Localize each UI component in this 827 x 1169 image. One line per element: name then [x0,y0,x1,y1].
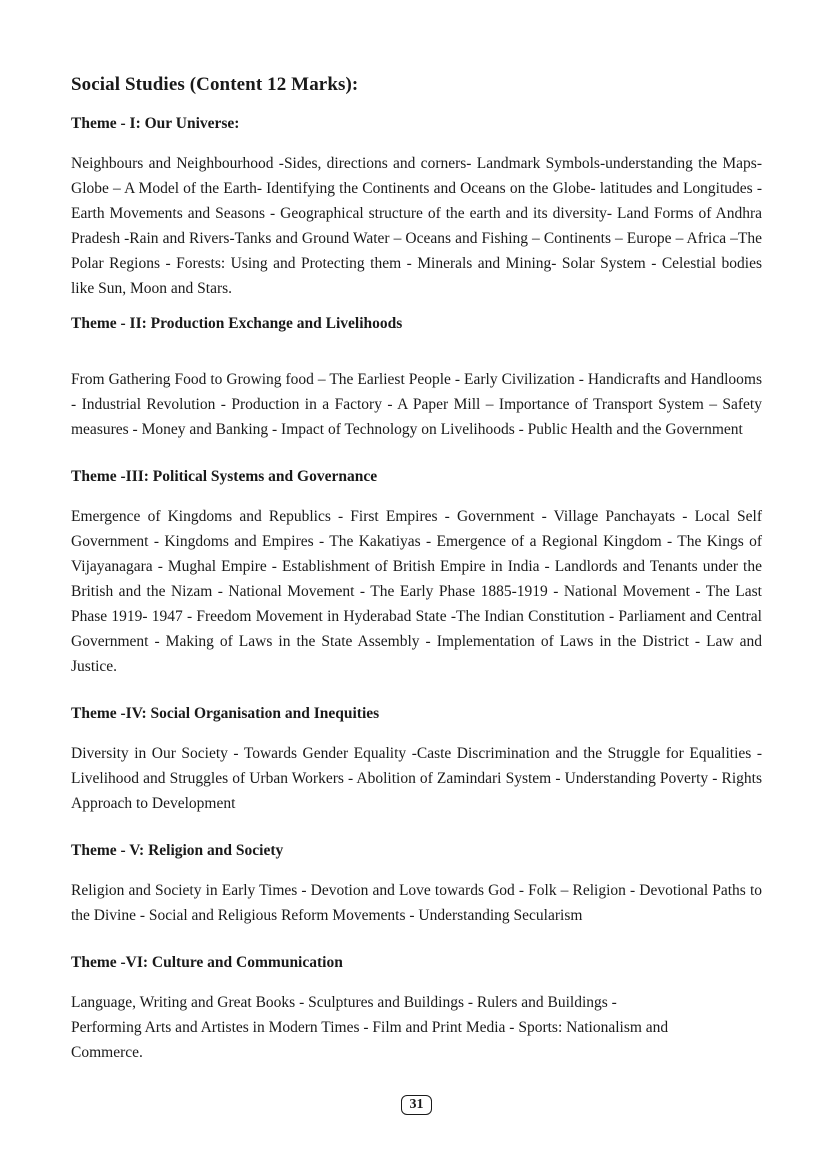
theme-6-body [71,990,762,1065]
page-number-badge: 31 [401,1095,432,1115]
theme-5-body: Religion and Society in Early Times - Devotion and Love towards God - Folk – Religion - Devotional Paths to the Divine - Social and Religious Reform Movements - Understanding Secularism [71,882,762,924]
theme-3-heading: Theme -III: Political Systems and Governance [71,468,378,485]
theme-2-body: From Gathering Food to Growing food – The Earliest People - Early Civilization - Handicrafts and Handlooms - Industrial Revolution - Production in a Factory - A Paper Mill – Importance of Transport System – Safety measures - Money and Banking - Impact of Technology on Livelihoods - Public Health and the Government [71,371,762,438]
theme-2-heading: Theme - II: Production Exchange and Livelihoods [71,315,403,332]
theme-6-line-1: Language, Writing and Great Books - Sculptures and Buildings - Rulers and Buildings - [71,994,617,1011]
theme-6-line-2: Performing Arts and Artistes in Modern Times - Film and Print Media - Sports: Nationalism and [71,1019,669,1036]
theme-6-line-3: Commerce. [71,1044,143,1061]
theme-6-heading: Theme -VI: Culture and Communication [71,954,343,971]
theme-1-heading: Theme - I: Our Universe: [71,115,240,132]
theme-5-heading: Theme - V: Religion and Society [71,842,284,859]
theme-4-heading: Theme -IV: Social Organisation and Inequities [71,705,380,722]
page-title: Social Studies (Content 12 Marks): [71,74,359,95]
document-page [71,74,762,1065]
theme-4-body: Diversity in Our Society - Towards Gender Equality -Caste Discrimination and the Struggle for Equalities - Livelihood and Struggles of Urban Workers - Abolition of Zamindari System - Understanding Poverty - Rights Approach to Development [71,745,762,812]
theme-3-body: Emergence of Kingdoms and Republics - First Empires - Government - Village Panchayats - Local Self Government - Kingdoms and Empires - The Kakatiyas - Emergence of a Regional Kingdom - The Kings of Vijayanagara - Mughal Empire - Establishment of British Empire in India - Landlords and Tenants under the British and the Nizam - National Movement - The Early Phase 1885-1919 - National Movement - The Last Phase 1919- 1947 - Freedom Movement in Hyderabad State -The Indian Constitution - Parliament and Central Government - Making of Laws in the State Assembly - Implementation of Laws in the District - Law and Justice. [71,508,762,675]
theme-1-body: Neighbours and Neighbourhood -Sides, directions and corners- Landmark Symbols-understanding the Maps- Globe – A Model of the Earth- Identifying the Continents and Oceans on the Globe- latitudes and Longitudes - Earth Movements and Seasons - Geographical structure of the earth and its diversity- Land Forms of Andhra Pradesh -Rain and Rivers-Tanks and Ground Water – Oceans and Fishing – Continents – Europe – Africa –The Polar Regions - Forests: Using and Protecting them - Minerals and Mining- Solar System - Celestial bodies like Sun, Moon and Stars. [71,155,762,297]
